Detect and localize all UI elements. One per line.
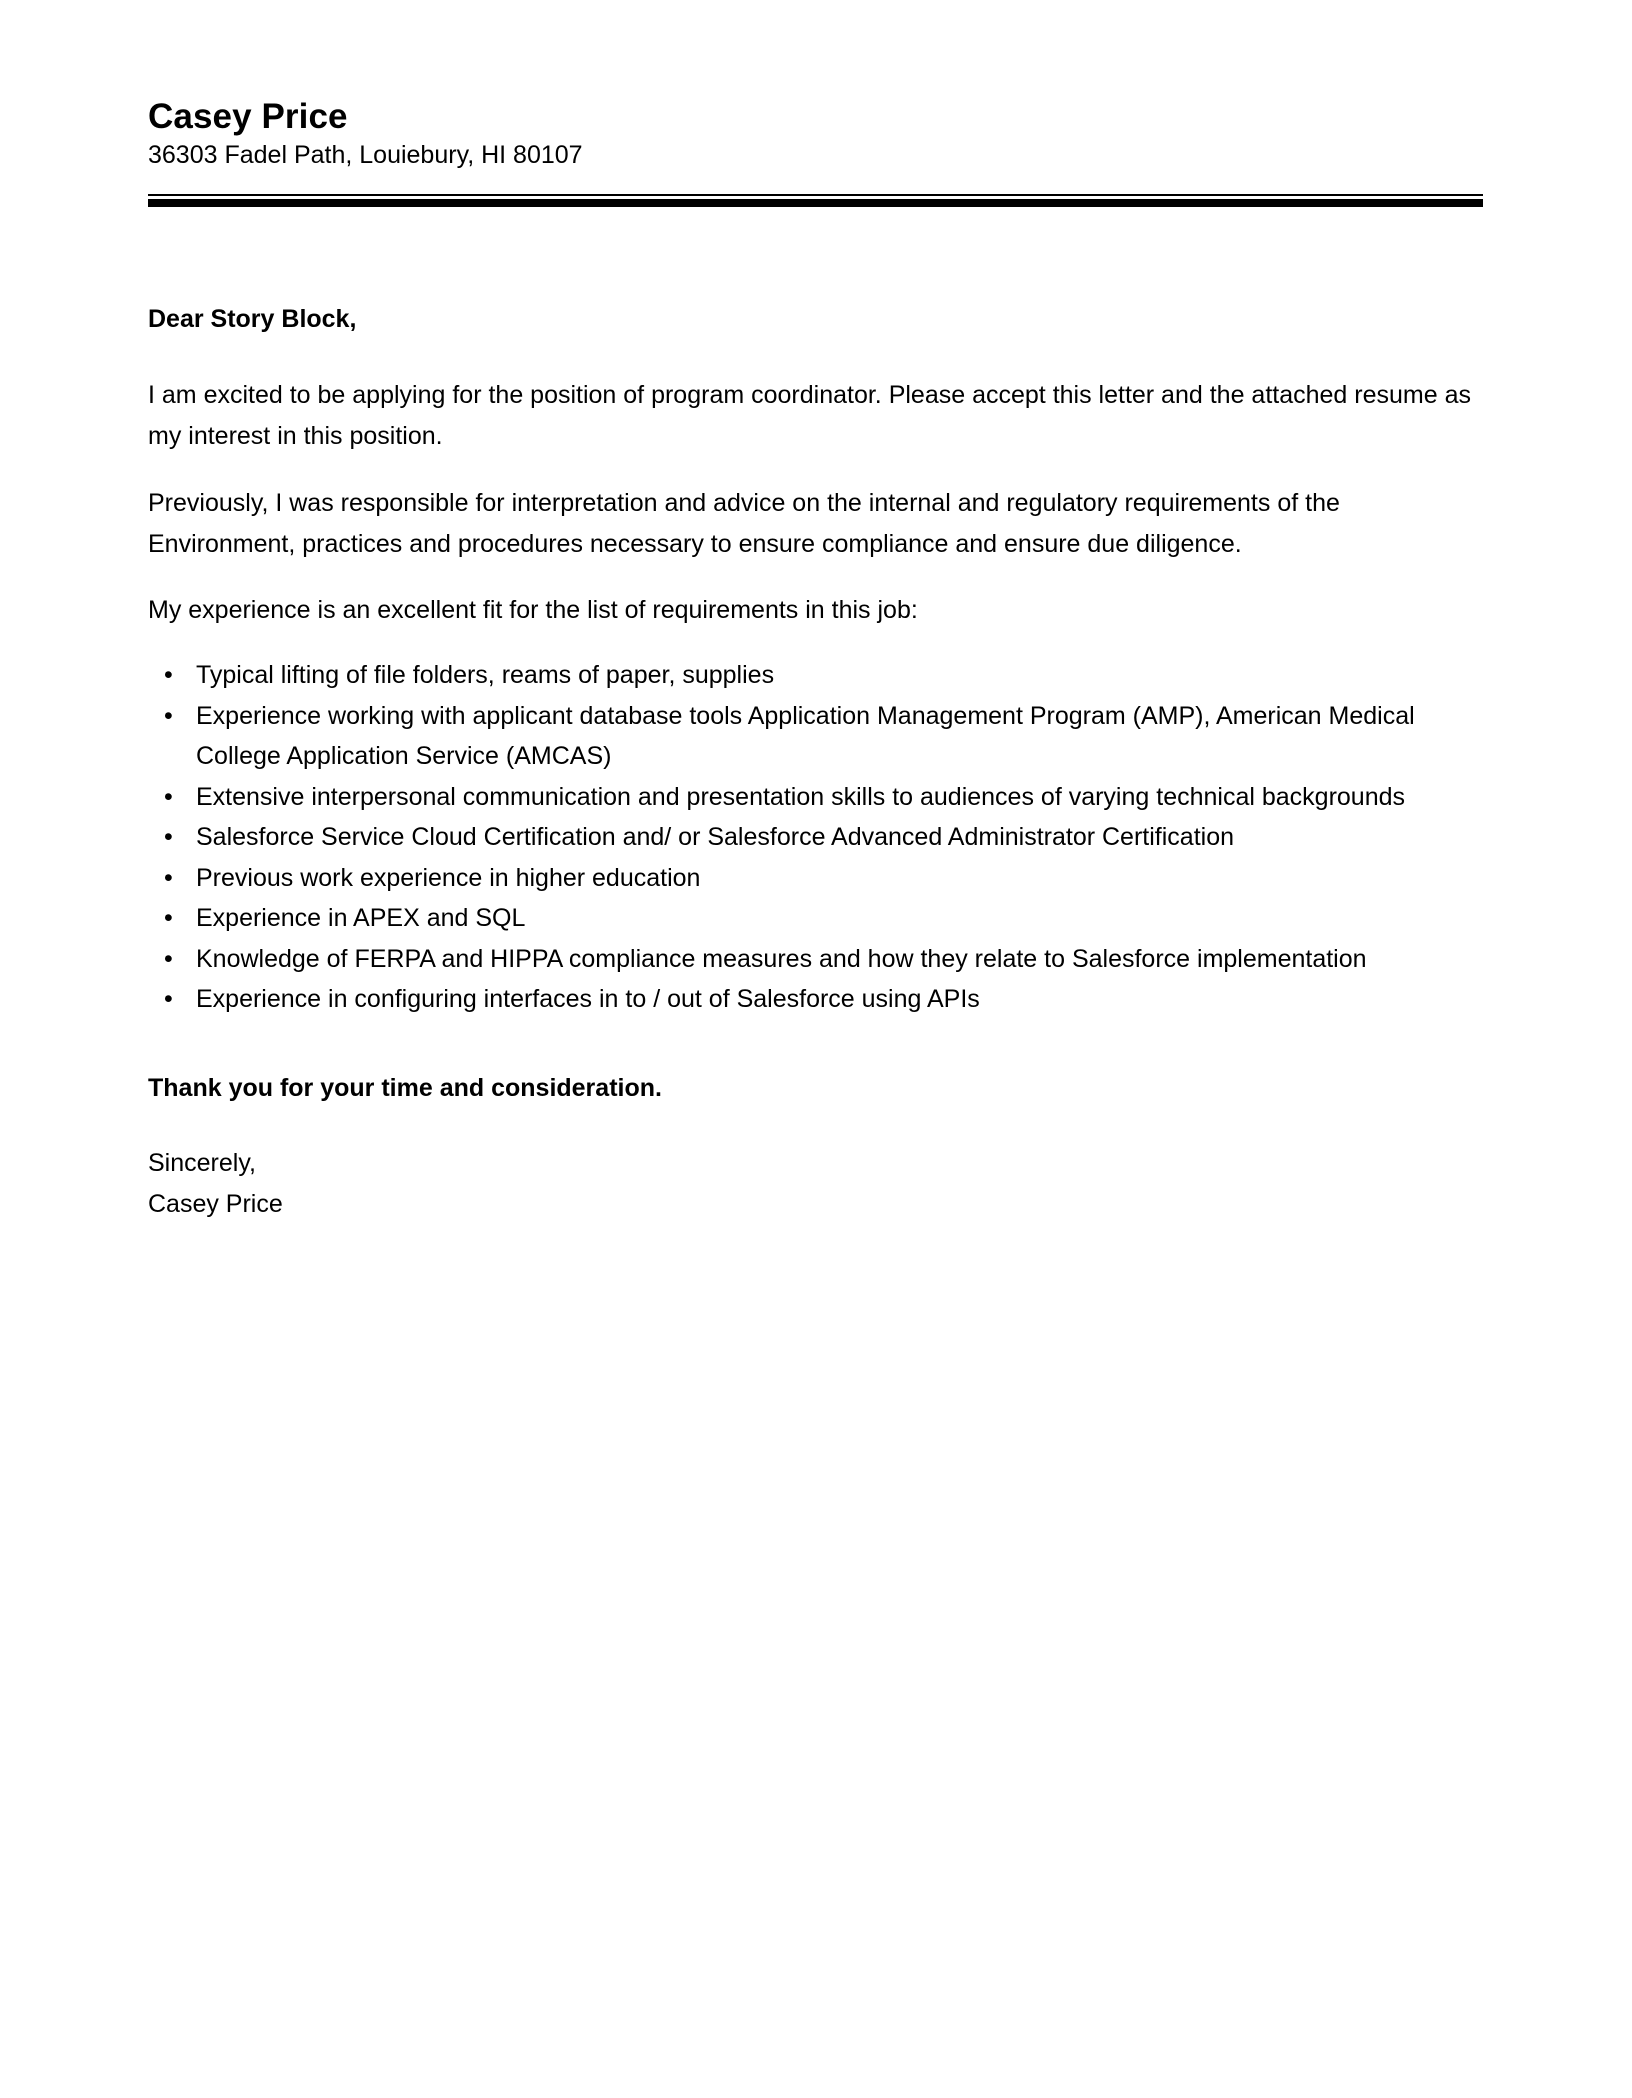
letter-closing: [148, 1070, 1483, 1225]
list-item-text: Extensive interpersonal communication and presentation skills to audiences of varying technical backgrounds: [196, 782, 1406, 811]
letter-content-area: [148, 0, 1483, 1224]
thank-you-line: Thank you for your time and consideration.: [148, 1073, 662, 1102]
list-item: [148, 777, 1483, 818]
list-item: [148, 939, 1483, 980]
bullet-icon: •: [164, 823, 173, 852]
list-item: [148, 655, 1483, 696]
salutation: Dear Story Block,: [148, 304, 357, 333]
bullet-icon: •: [164, 985, 173, 1014]
list-item-text: Salesforce Service Cloud Certification and/ or Salesforce Advanced Administrator Certification: [196, 823, 1235, 852]
list-item-text: Typical lifting of file folders, reams of paper, supplies: [196, 661, 775, 690]
list-item-text: Experience working with applicant database tools Application Management Program (AMP), American Medical College Application Service (AMCAS): [196, 701, 1415, 771]
list-item: [148, 696, 1483, 777]
list-item-text: Experience in APEX and SQL: [196, 904, 526, 933]
letter-body: [148, 302, 1483, 1224]
body-paragraph-2: Previously, I was responsible for interpretation and advice on the internal and regulatory requirements of the Environment, practices and procedures necessary to ensure compliance and ensure due diligence.: [148, 488, 1340, 558]
signoff-name: Casey Price: [148, 1189, 283, 1218]
bullet-icon: •: [164, 661, 173, 690]
list-item-text: Experience in configuring interfaces in to / out of Salesforce using APIs: [196, 985, 980, 1014]
header-divider: [148, 194, 1483, 207]
requirements-list: [148, 655, 1483, 1020]
body-paragraph-1: I am excited to be applying for the position of program coordinator. Please accept this letter and the attached resume as my interest in this position.: [148, 381, 1471, 451]
list-item: [148, 858, 1483, 899]
letterhead: [148, 0, 1483, 207]
signoff-closing: Sincerely,: [148, 1149, 256, 1178]
list-item: [148, 979, 1483, 1020]
list-item-text: Knowledge of FERPA and HIPPA compliance measures and how they relate to Salesforce implementation: [196, 944, 1367, 973]
list-item-text: Previous work experience in higher education: [196, 863, 701, 892]
bullet-icon: •: [164, 782, 173, 811]
requirements-intro: My experience is an excellent fit for the list of requirements in this job:: [148, 596, 918, 625]
bullet-icon: •: [164, 904, 173, 933]
list-item: [148, 898, 1483, 939]
applicant-address: 36303 Fadel Path, Louiebury, HI 80107: [148, 141, 583, 170]
bullet-icon: •: [164, 944, 173, 973]
divider-thick-bar: [148, 199, 1483, 207]
applicant-name: Casey Price: [148, 97, 348, 136]
bullet-icon: •: [164, 701, 173, 730]
signature-block: [148, 1143, 1483, 1224]
bullet-icon: •: [164, 863, 173, 892]
list-item: [148, 817, 1483, 858]
